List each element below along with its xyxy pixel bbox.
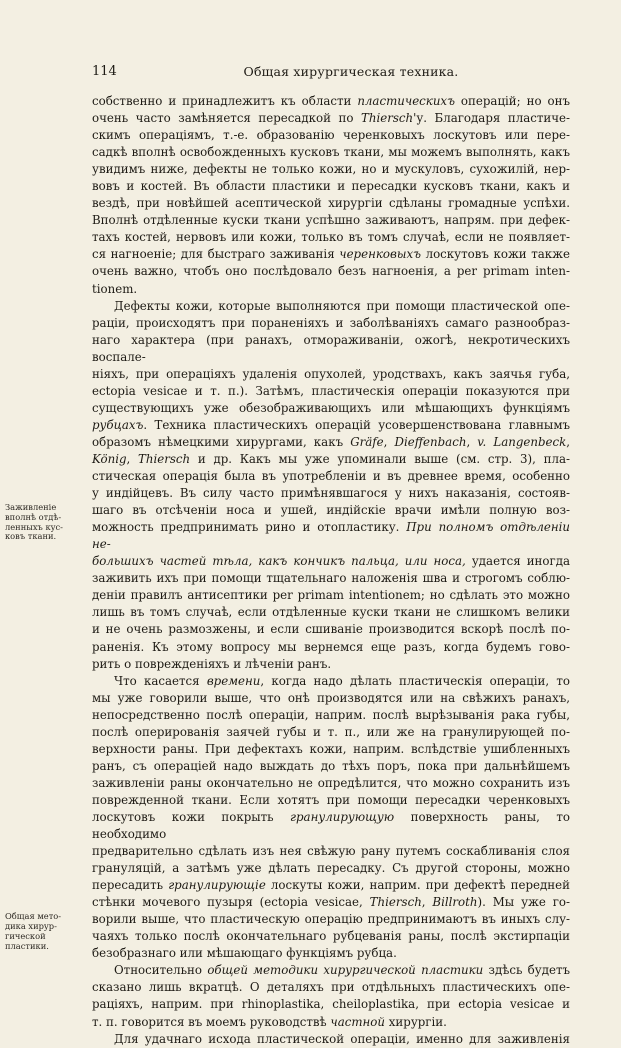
text-line [92, 468, 570, 485]
text-run: поврежденной ткани. Если хотятъ при помощи пересадки черенковыхъ [92, 792, 570, 807]
text-run: вовъ и костей. Въ области пластики и пересадки кусковъ ткани, какъ и [92, 179, 570, 194]
text-run: , [421, 895, 433, 910]
text-run: деніи правилъ антисептики per primam intentionem; но сдѣлать это можно [92, 588, 570, 603]
italic-run: Dieffenbach [394, 434, 467, 449]
text-line [92, 127, 570, 144]
text-run: стическая операція была въ употребленіи и въ древнее время, особенно [92, 469, 570, 484]
text-run: , когда надо дѣлать пластическія операціи, то [260, 673, 571, 688]
italic-run: времени [206, 673, 261, 688]
text-line [92, 656, 570, 673]
text-run: существующихъ уже обезображивающихъ или мѣшающихъ функціямъ [92, 400, 570, 415]
margin-note-line: Общая мето- [5, 911, 62, 922]
italic-run: Thiersch [138, 451, 191, 466]
text-run: , [383, 434, 395, 449]
italic-run: черенковыхъ [339, 247, 421, 262]
running-title: Общая хирургическая техника. [243, 64, 459, 79]
text-line [92, 553, 570, 570]
italic-run: Billroth [432, 895, 478, 910]
text-run: tionem. [92, 281, 138, 296]
text-run: наго характера (при ранахъ, отмораживаніи, ожогѣ, некротическихъ воспале- [92, 332, 570, 364]
italic-run: König [92, 451, 127, 466]
text-run: садкѣ вполнѣ освобожденныхъ кусковъ ткани, мы можемъ выполнять, какъ [92, 145, 570, 160]
text-line [92, 979, 570, 996]
text-line [92, 843, 570, 860]
text-line [92, 366, 570, 383]
text-run: можность предпринимать рино и отопластику. [92, 520, 407, 535]
text-line [92, 502, 570, 519]
italic-run: При полномъ отдѣленіи не- [92, 520, 570, 552]
text-line [92, 246, 570, 263]
text-run: пересадить [92, 878, 169, 893]
text-line [92, 775, 570, 792]
text-line [92, 451, 570, 468]
text-run: чаяхъ только послѣ окончательнаго рубцеванія раны, послѣ экстирпаціи [92, 929, 570, 944]
margin-note [5, 503, 89, 542]
text-run: ectopia vesicae и т. п.). Затѣмъ, пластическія операціи показуются при [92, 383, 570, 398]
italic-run: гранулирующіе [168, 878, 266, 893]
text-run: лишь въ томъ случаѣ, если отдѣленные куски ткани не слишкомъ велики [92, 605, 570, 620]
text-run: и не очень размозжены, и если сшиваніе производится вскорѣ послѣ по- [92, 622, 570, 637]
text-run: сказано лишь вкратцѣ. О деталяхъ при отдѣльныхъ пластическихъ опе- [92, 980, 570, 995]
text-line [92, 144, 570, 161]
text-line [92, 315, 570, 332]
text-run: , [566, 434, 571, 449]
italic-run: Thiersch [360, 111, 414, 126]
text-line [92, 195, 570, 212]
text-run: . Техника пластическихъ операцій усовершенствована главнымъ [143, 417, 570, 432]
text-line [92, 281, 570, 298]
text-line [92, 383, 570, 400]
text-line [92, 417, 570, 434]
text-run: безобразнаго или мѣшающаго функціямъ рубца. [92, 946, 397, 961]
italic-run: рубцахъ [92, 417, 144, 432]
text-run: Относительно [114, 963, 208, 978]
italic-run: Gräfe [350, 434, 384, 449]
text-line [92, 93, 570, 110]
text-run: мы уже говорили выше, что онѣ производятся или на свѣжихъ ранахъ, [92, 690, 570, 705]
text-line [92, 519, 570, 553]
text-run: удается иногда [465, 554, 570, 569]
text-line [92, 911, 570, 928]
text-line [92, 298, 570, 315]
text-line [92, 1031, 570, 1048]
text-line [92, 587, 570, 604]
text-line [92, 400, 570, 417]
italic-run: большихъ частей тѣла, какъ кончикъ пальца, или носа, [92, 554, 466, 569]
text-line [92, 621, 570, 638]
text-run: ). Мы уже го- [477, 895, 570, 910]
text-run: Вполнѣ отдѣленные куски ткани успѣшно заживаютъ, напрям. при дефек- [92, 213, 570, 228]
text-line [92, 860, 570, 877]
text-run: Для удачнаго исхода пластической операціи, именно для заживленія [114, 1031, 570, 1046]
text-line [92, 212, 570, 229]
italic-run: общей методики хирургической пластики [207, 963, 484, 978]
text-run: верхности раны. При дефектахъ кожи, наприм. вслѣдствіе ушибленныхъ [92, 741, 570, 756]
text-run: Дефекты кожи, которые выполняются при помощи пластической опе- [114, 298, 570, 313]
text-line [92, 1014, 570, 1031]
text-run: 'у. Благодаря пластиче- [413, 111, 570, 126]
text-run: ся нагноеніе; для быстраго заживанія [92, 247, 340, 262]
text-run: увидимъ ниже, дефекты не только кожи, но и мускуловъ, сухожилій, нер- [92, 162, 570, 177]
text-run: лоскутовъ кожи также [421, 247, 571, 262]
text-line [92, 707, 570, 724]
text-line [92, 604, 570, 621]
text-run: раненія. Къ этому вопросу мы вернемся еще разъ, когда будемъ гово- [92, 639, 570, 654]
text-line [92, 877, 570, 894]
text-line [92, 962, 570, 979]
text-run: здѣсь будетъ [483, 963, 570, 978]
text-run: и др. Какъ мы уже упоминали выше (см. стр. 3), пла- [190, 451, 570, 466]
margin-note-line: пластики. [5, 940, 49, 951]
text-run: ворили выше, что пластическую операцію предпринимаютъ въ иныхъ слу- [92, 912, 570, 927]
text-run: вездѣ, при новѣйшей асептической хирургіи сдѣланы громадные успѣхи. [92, 196, 570, 211]
text-line [92, 639, 570, 656]
text-run: ніяхъ, при операціяхъ удаленія опухолей, уродствахъ, какъ заячья губа, [92, 366, 570, 381]
text-line [92, 690, 570, 707]
text-run: тахъ костей, нервовъ или кожи, только въ томъ случаѣ, если не появляет- [92, 230, 570, 245]
text-run: скимъ операціямъ, т.-е. образованію черенковыхъ лоскутовъ или пере- [92, 128, 570, 143]
running-header [92, 64, 570, 82]
text-line [92, 229, 570, 246]
text-run: грануляцій, а затѣмъ уже дѣлать пересадку. Съ другой стороны, можно [92, 861, 570, 876]
text-run: очень часто замѣняется пересадкой по [92, 111, 361, 126]
text-run: , [466, 434, 478, 449]
italic-run: Thiersch [369, 895, 422, 910]
text-line [92, 161, 570, 178]
text-run: предварительно сдѣлать изъ нея свѣжую рану путемъ соскабливанія слоя [92, 844, 570, 859]
page-number: 114 [92, 64, 117, 79]
text-run: собственно и принадлежитъ къ области [92, 94, 358, 108]
text-run: заживить ихъ при помощи тщательнаго наложенія шва и строгомъ соблю- [92, 571, 570, 586]
text-run: шаго въ отсѣченіи носа и ушей, индійскіе врачи имѣли полную воз- [92, 503, 570, 518]
margin-note [5, 912, 89, 951]
text-line [92, 263, 570, 280]
text-line [92, 434, 570, 451]
text-line [92, 673, 570, 690]
text-line [92, 178, 570, 195]
text-line [92, 809, 570, 843]
text-run: раціи, происходятъ при пораненіяхъ и заболѣваніяхъ самаго разнообраз- [92, 315, 570, 330]
text-run: ранъ, съ операціей надо выждать до тѣхъ поръ, пока при дальнѣйшемъ [92, 758, 570, 773]
text-run: Что касается [114, 673, 207, 688]
text-line [92, 928, 570, 945]
text-run: у индійцевъ. Въ силу часто примѣнявшагося у нихъ наказанія, состояв- [92, 486, 570, 501]
text-run: стѣнки мочевого пузыря (ectopia vesicae, [92, 895, 370, 910]
text-run: послѣ оперированія заячей губы и т. п., или же на гранулирующей по- [92, 724, 570, 739]
text-run: раціяхъ, наприм. при rhinoplastika, cheiloplastika, при ectopia vesicae и [92, 997, 570, 1012]
text-run: образомъ нѣмецкими хирургами, какъ [92, 434, 351, 449]
italic-run: частной [330, 1014, 385, 1029]
italic-run: пластическихъ [357, 94, 455, 108]
margin-note-line: гической [5, 930, 46, 941]
text-run: лоскутовъ кожи покрыть [92, 809, 291, 824]
text-line [92, 792, 570, 809]
text-run: рить о поврежденіяхъ и лѣченіи ранъ. [92, 656, 332, 671]
italic-run: v. Langenbeck [477, 434, 567, 449]
text-line [92, 758, 570, 775]
text-line [92, 724, 570, 741]
margin-note-line: дика хирур- [5, 921, 57, 932]
text-line [92, 110, 570, 127]
margin-note-line: ковъ ткани. [5, 531, 57, 542]
text-run: поверхность раны, то необходимо [92, 809, 570, 842]
text-run: т. п. говорится въ моемъ руководствѣ [92, 1014, 331, 1029]
margin-note-line: вполнѣ отдѣ- [5, 511, 62, 522]
text-run: очень важно, чтобъ оно послѣдовало безъ нагноенія, а per primam inten- [92, 264, 570, 279]
margin-note-line: Заживленіе [5, 502, 57, 513]
text-line [92, 741, 570, 758]
text-run: лоскуты кожи, наприм. при дефектѣ передней [265, 878, 570, 893]
text-run: , [126, 451, 139, 466]
body-text [92, 93, 570, 1048]
text-line [92, 570, 570, 587]
text-run: хирургіи. [385, 1014, 447, 1029]
text-line [92, 894, 570, 911]
text-run: заживленіи раны окончательно не опредѣлится, что можно сохранить изъ [92, 775, 570, 790]
text-line [92, 332, 570, 366]
text-run: непосредственно послѣ операціи, наприм. послѣ вырѣзыванія рака губы, [92, 707, 570, 722]
text-run: операцій; но онъ [454, 94, 570, 108]
italic-run: гранулирующую [290, 809, 395, 824]
margin-note-line: ленныхъ кус- [5, 521, 63, 532]
text-line [92, 996, 570, 1013]
text-line [92, 485, 570, 502]
